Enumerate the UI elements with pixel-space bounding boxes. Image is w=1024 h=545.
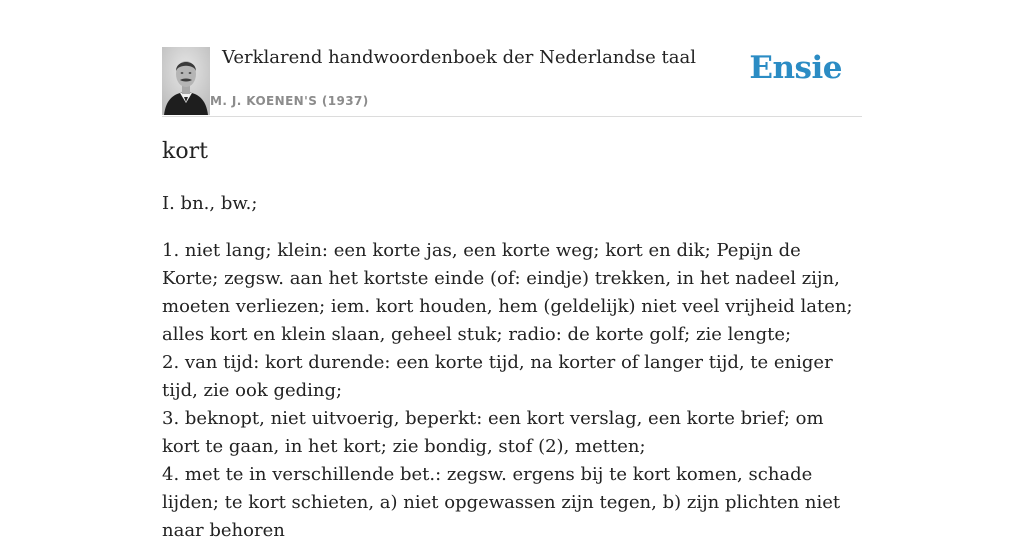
portrait-image (162, 47, 210, 115)
book-author: M. J. KOENEN'S (1937) (210, 94, 369, 108)
ensie-logo-link[interactable]: Ensie (749, 50, 842, 86)
book-title: Verklarend handwoordenboek der Nederlandse taal (222, 47, 696, 68)
entry-definition (162, 190, 862, 545)
entry-headword: kort (162, 139, 208, 164)
header (162, 46, 862, 117)
sense-2: 2. van tijd: kort durende: een korte tijd, na korter of langer tijd, te eniger tijd, zie ook geding; (162, 352, 833, 401)
sense-1: 1. niet lang; klein: een korte jas, een korte weg; kort en dik; Pepijn de Korte; zegsw. aan het kortste einde (of: eindje) trekken, in het nadeel zijn, moeten verliezen; iem. kort houden, hem (geldelijk) niet veel vrijheid laten; alles kort en klein slaan, geheel stuk; radio: de korte golf; zie lengte; (162, 240, 853, 345)
part-of-speech: I. bn., bw.; (162, 193, 258, 214)
sense-3: 3. beknopt, niet uitvoerig, beperkt: een kort verslag, een korte brief; om kort te gaan, in het kort; zie bondig, stof (2), metten; (162, 408, 824, 457)
sense-4: 4. met te in verschillende bet.: zegsw. ergens bij te kort komen, schade lijden; te kort schieten, a) niet opgewassen zijn tegen, b) zijn plichten niet naar behoren (162, 464, 841, 541)
author-portrait-icon (162, 47, 210, 115)
